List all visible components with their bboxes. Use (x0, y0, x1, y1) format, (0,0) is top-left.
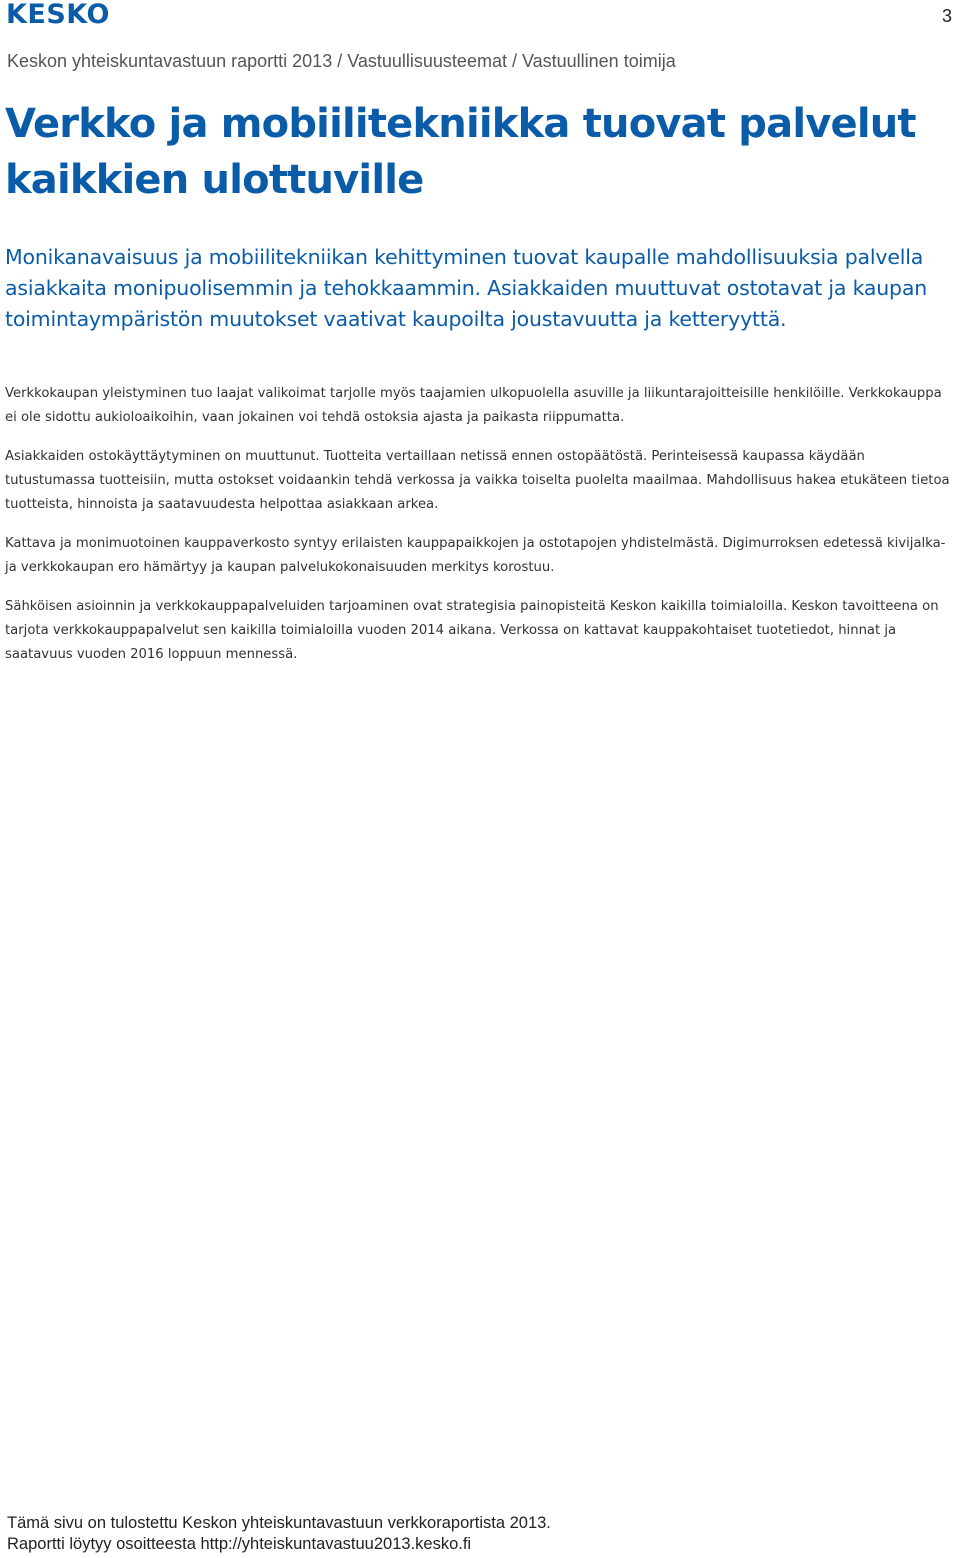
body-paragraph-4: Sähköisen asioinnin ja verkkokauppapalveluiden tarjoaminen ovat strategisia painopisteitä Keskon kaikilla toimialoilla. Keskon tavoitteena on tarjota verkkokauppapalvelut sen kaikilla toimialoilla vuoden 2014 aikana. Verkossa on kattavat kauppakohtaiset tuotetiedot, hinnat ja saatavuus vuoden 2016 loppuun mennessä. (5, 599, 939, 662)
page-number: 3 (941, 6, 952, 26)
print-footer (7, 1513, 551, 1555)
body-paragraph-3: Kattava ja monimuotoinen kauppaverkosto syntyy erilaisten kauppapaikkojen ja ostotapojen yhdistelmästä. Digimurroksen edetessä kivijalka- ja verkkokaupan ero hämärtyy ja kaupan palvelukokonaisuuden merkitys korostuu. (5, 536, 946, 575)
breadcrumb: Keskon yhteiskuntavastuun raportti 2013 / Vastuullisuusteemat / Vastuullinen toimija (7, 51, 676, 71)
kesko-logo: KESKO (6, 0, 110, 30)
lead-paragraph: Monikanavaisuus ja mobiilitekniikan kehittyminen tuovat kaupalle mahdollisuuksia palvella asiakkaita monipuolisemmin ja tehokkaammin. Asiakkaiden muuttuvat ostotavat ja kaupan toimintaympäristön muutokset vaativat kaupoilta joustavuutta ja ketteryyttä. (5, 245, 928, 331)
body-paragraph-1: Verkkokaupan yleistyminen tuo laajat valikoimat tarjolle myös taajamien ulkopuolella asuville ja liikuntarajoitteisille henkilöille. Verkkokauppa ei ole sidottu aukioloaikoihin, vaan jokainen voi tehdä ostoksia ajasta ja paikasta riippumatta. (5, 386, 942, 425)
footer-line-report-url: Raportti löytyy osoitteesta http://yhteiskuntavastuu2013.kesko.fi (7, 1535, 472, 1553)
page-title: Verkko ja mobiilitekniikka tuovat palvelut kaikkien ulottuville (5, 101, 916, 203)
footer-line-printed-from: Tämä sivu on tulostettu Keskon yhteiskuntavastuun verkkoraportista 2013. (7, 1514, 551, 1532)
article-body (5, 382, 953, 682)
body-paragraph-2: Asiakkaiden ostokäyttäytyminen on muuttunut. Tuotteita vertaillaan netissä ennen ostopäätöstä. Perinteisessä kaupassa käydään tutustumassa tuotteisiin, mutta ostokset voidaankin tehdä verkossa ja vaikka toiselta puolelta maailmaa. Mahdollisuus hakea etukäteen tietoa tuotteista, hinnoista ja saatavuudesta helpottaa asiakkaan arkea. (5, 449, 950, 512)
